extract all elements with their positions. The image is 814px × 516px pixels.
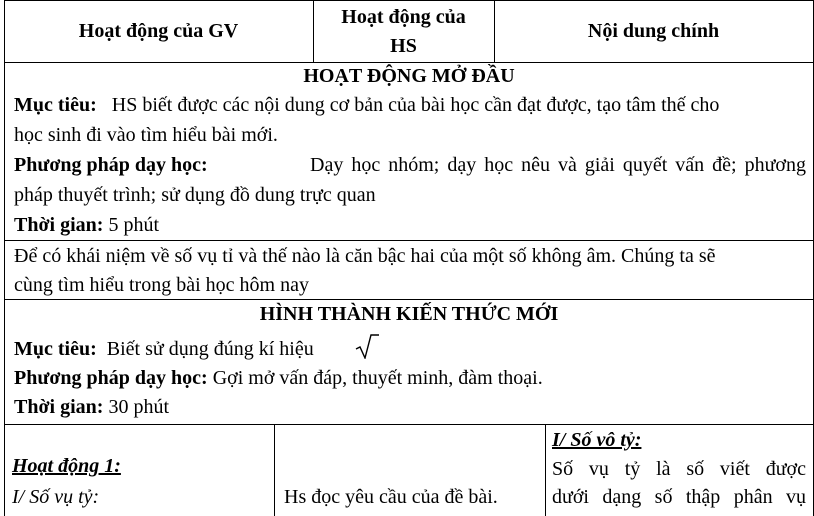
table-border-activity-top <box>4 424 814 425</box>
new-knowledge-method-label: Phương pháp dạy học: <box>14 367 208 389</box>
activity-divider-2 <box>545 424 546 516</box>
new-knowledge-time-line <box>14 395 169 419</box>
content-line2: dưới dạng số thập phân vụ <box>552 486 806 508</box>
opening-method-text: Dạy học nhóm; dạy học nêu và giải quyết vấn đề; phương <box>310 154 806 176</box>
opening-section-title: HOẠT ĐỘNG MỞ ĐẦU <box>303 65 515 87</box>
activity-divider-1 <box>274 424 275 516</box>
new-knowledge-goal-text: Biết sử dụng đúng kí hiệu <box>106 338 314 360</box>
opening-goal-label: Mục tiêu: <box>14 94 97 116</box>
table-border-intro-top <box>4 240 814 241</box>
new-knowledge-method-text: Gợi mở vấn đáp, thuyết minh, đàm thoại. <box>212 367 543 389</box>
new-knowledge-method-line <box>14 366 543 390</box>
table-border-top <box>4 0 814 1</box>
content-line1: Số vụ tỷ là số viết được <box>552 458 806 480</box>
opening-goal-line2: học sinh đi vào tìm hiểu bài mới. <box>14 124 278 146</box>
opening-time-value: 5 phút <box>108 214 159 236</box>
opening-goal-text: HS biết được các nội dung cơ bản của bài học cần đạt được, tạo tâm thế cho <box>111 94 720 116</box>
new-knowledge-section-title: HÌNH THÀNH KIẾN THỨC MỚI <box>259 303 559 325</box>
opening-goal-line1 <box>14 93 719 117</box>
table-border-section2-top <box>4 299 814 300</box>
opening-method-line2: pháp thuyết trình; sử dụng đồ dung trực quan <box>14 184 376 206</box>
opening-intro-line1: Để có khái niệm về số vụ tỉ và thế nào là căn bậc hai của một số không âm. Chúng ta sẽ <box>14 245 716 267</box>
opening-method-label: Phương pháp dạy học: <box>14 154 208 176</box>
header-student-activity-line2: HS <box>390 35 417 57</box>
opening-intro-line2: cùng tìm hiểu trong bài học hôm nay <box>14 274 309 296</box>
header-main-content: Nội dung chính <box>587 20 720 42</box>
opening-time-line <box>14 213 159 237</box>
new-knowledge-goal-label: Mục tiêu: <box>14 338 97 360</box>
new-knowledge-time-value: 30 phút <box>108 396 169 418</box>
activity-1-subtitle: I/ Số vụ tỷ: <box>12 486 100 508</box>
content-heading: I/ Số vô tỷ: <box>552 429 642 451</box>
new-knowledge-time-label: Thời gian: <box>14 396 104 418</box>
activity-1-title: Hoạt động 1: <box>12 455 121 477</box>
square-root-symbol-icon <box>354 333 380 359</box>
header-student-activity-line1: Hoạt động của <box>341 6 466 28</box>
student-activity-text: Hs đọc yêu cầu của đề bài. <box>284 486 498 508</box>
table-border-header-bottom <box>4 62 814 63</box>
opening-method-line1 <box>14 153 806 177</box>
header-teacher-activity: Hoạt động của GV <box>78 20 239 42</box>
new-knowledge-goal-line <box>14 337 314 361</box>
opening-time-label: Thời gian: <box>14 214 104 236</box>
